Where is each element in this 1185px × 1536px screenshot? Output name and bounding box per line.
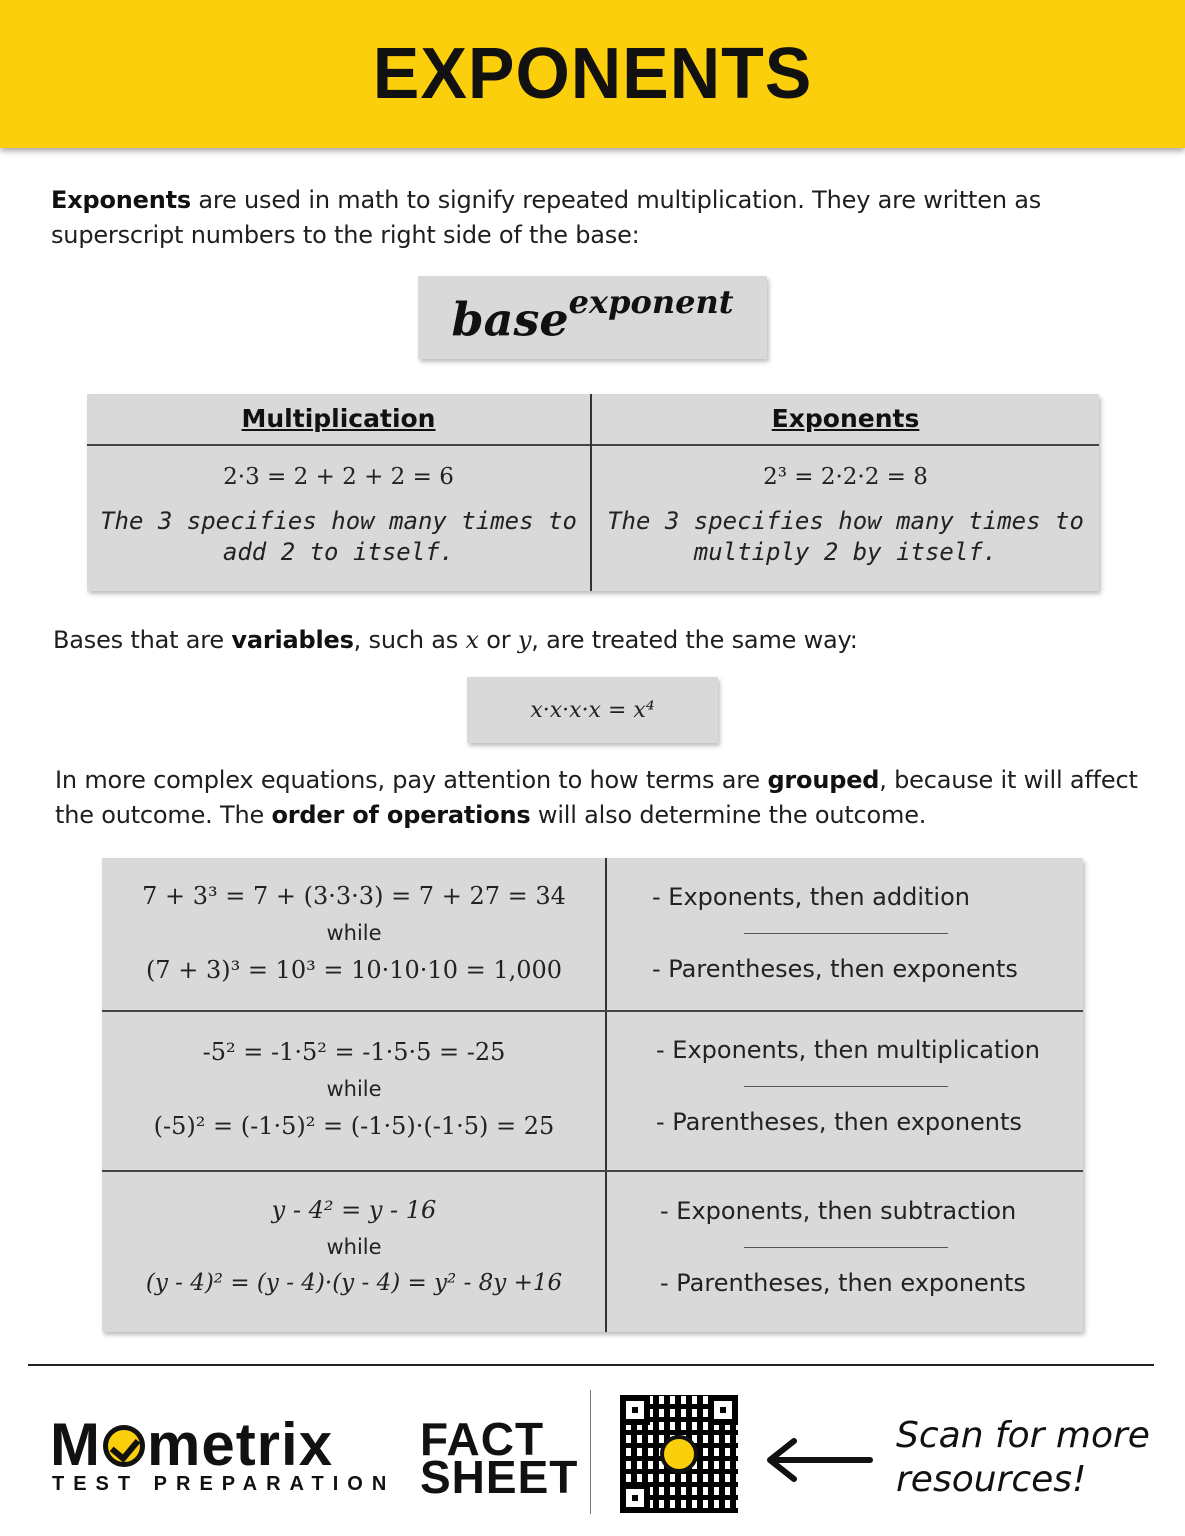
formula-exponent: exponent: [568, 282, 734, 321]
rule-cell: [608, 883, 1083, 983]
grouping-bold: grouped: [767, 766, 880, 794]
grouping-text-mid: , because it will affect the outcome. The: [55, 766, 1138, 829]
exponents-note: The 3 specifies how many times to multiply 2 by itself.: [607, 507, 1084, 566]
exponents-heading: Exponents: [592, 394, 1099, 446]
fact-label: FACT: [420, 1413, 545, 1465]
qr-finder-icon: [620, 1395, 650, 1425]
while-label: while: [326, 1077, 382, 1101]
equation-cell: [102, 1038, 606, 1140]
order-of-operations-bold: order of operations: [271, 801, 531, 829]
formula-base: base: [451, 292, 569, 347]
arrow-left-icon: [764, 1437, 874, 1483]
while-label: while: [326, 921, 382, 945]
rule-divider: [744, 1247, 948, 1248]
scan-line-1: Scan for more: [896, 1415, 1150, 1456]
equation-1: 7 + 3³ = 7 + (3·3·3) = 7 + 27 = 34: [142, 882, 566, 910]
multiplication-note: The 3 specifies how many times to add 2 to itself.: [100, 507, 577, 566]
variables-paragraph: [53, 623, 1158, 658]
while-label: while: [326, 1235, 382, 1259]
footer-separator: [590, 1390, 591, 1514]
base-exponent-formula: [451, 282, 734, 347]
fact-sheet-label: [420, 1413, 579, 1503]
qr-finder-icon: [708, 1395, 738, 1425]
equation-2: (y - 4)² = (y - 4)·(y - 4) = y² - 8y +16: [145, 1270, 563, 1296]
mometrix-logo: [50, 1410, 333, 1479]
variable-formula-box: [467, 677, 718, 743]
page-header: [0, 0, 1185, 148]
grouping-paragraph: [55, 763, 1145, 833]
brand-tagline: TEST PREPARATION: [52, 1473, 396, 1495]
brand-name: metrix: [146, 1411, 334, 1478]
footer-divider: [28, 1364, 1154, 1366]
multiplication-equation: 2·3 = 2 + 2 + 2 = 6: [223, 464, 454, 490]
rule-1: - Exponents, then addition: [652, 883, 970, 911]
brand-letter: M: [50, 1411, 101, 1478]
table-row: [102, 1170, 1083, 1334]
exponents-column: [592, 394, 1099, 591]
order-of-operations-table: [102, 858, 1083, 1332]
check-circle-icon: [103, 1425, 145, 1467]
base-exponent-box: [418, 276, 767, 359]
variables-text-post: , are treated the same way:: [531, 626, 858, 654]
sheet-label: SHEET: [420, 1451, 579, 1503]
equation-1: y - 4² = y - 16: [271, 1196, 437, 1224]
equation-2: (-5)² = (-1·5)² = (-1·5)·(-1·5) = 25: [153, 1112, 555, 1140]
rule-cell: [608, 1197, 1083, 1297]
equation-2: (7 + 3)³ = 10³ = 10·10·10 = 1,000: [145, 956, 563, 984]
variable-formula: x·x·x·x = x⁴: [530, 697, 655, 723]
variables-text-pre: Bases that are: [53, 626, 232, 654]
scan-prompt: [896, 1414, 1150, 1502]
rule-divider: [744, 933, 948, 934]
rule-1: - Exponents, then subtraction: [660, 1197, 1017, 1225]
scan-line-2: resources!: [896, 1459, 1087, 1500]
rule-1: - Exponents, then multiplication: [656, 1036, 1040, 1064]
intro-paragraph: [51, 183, 1156, 253]
grouping-text-post: will also determine the outcome.: [530, 801, 927, 829]
intro-text: are used in math to signify repeated multiplication. They are written as superscript numbers to the right side of the base:: [51, 186, 1042, 249]
rule-divider: [744, 1086, 948, 1087]
exponents-equation: 2³ = 2·2·2 = 8: [763, 464, 928, 490]
multiplication-column: [87, 394, 590, 591]
equation-cell: [102, 882, 606, 984]
variables-text-mid2: or: [478, 626, 518, 654]
equation-cell: [102, 1196, 606, 1296]
rule-2: - Parentheses, then exponents: [652, 955, 1018, 983]
check-circle-icon: [660, 1435, 698, 1473]
comparison-table: [87, 394, 1099, 591]
variable-y: y: [517, 626, 532, 654]
grouping-text-pre: In more complex equations, pay attention to how terms are: [55, 766, 768, 794]
rule-2: - Parentheses, then exponents: [660, 1269, 1026, 1297]
variable-x: x: [465, 626, 479, 654]
variables-bold: variables: [231, 626, 354, 654]
table-row: [102, 858, 1083, 1010]
qr-finder-icon: [620, 1483, 650, 1513]
equation-1: -5² = -1·5² = -1·5·5 = -25: [202, 1038, 506, 1066]
qr-code-icon[interactable]: [620, 1395, 738, 1513]
table-row: [102, 1010, 1083, 1170]
variables-text-mid1: , such as: [353, 626, 466, 654]
intro-bold: Exponents: [51, 186, 191, 214]
page-title: EXPONENTS: [372, 34, 813, 114]
rule-cell: [608, 1036, 1083, 1136]
rule-2: - Parentheses, then exponents: [656, 1108, 1022, 1136]
multiplication-heading: Multiplication: [87, 394, 590, 446]
